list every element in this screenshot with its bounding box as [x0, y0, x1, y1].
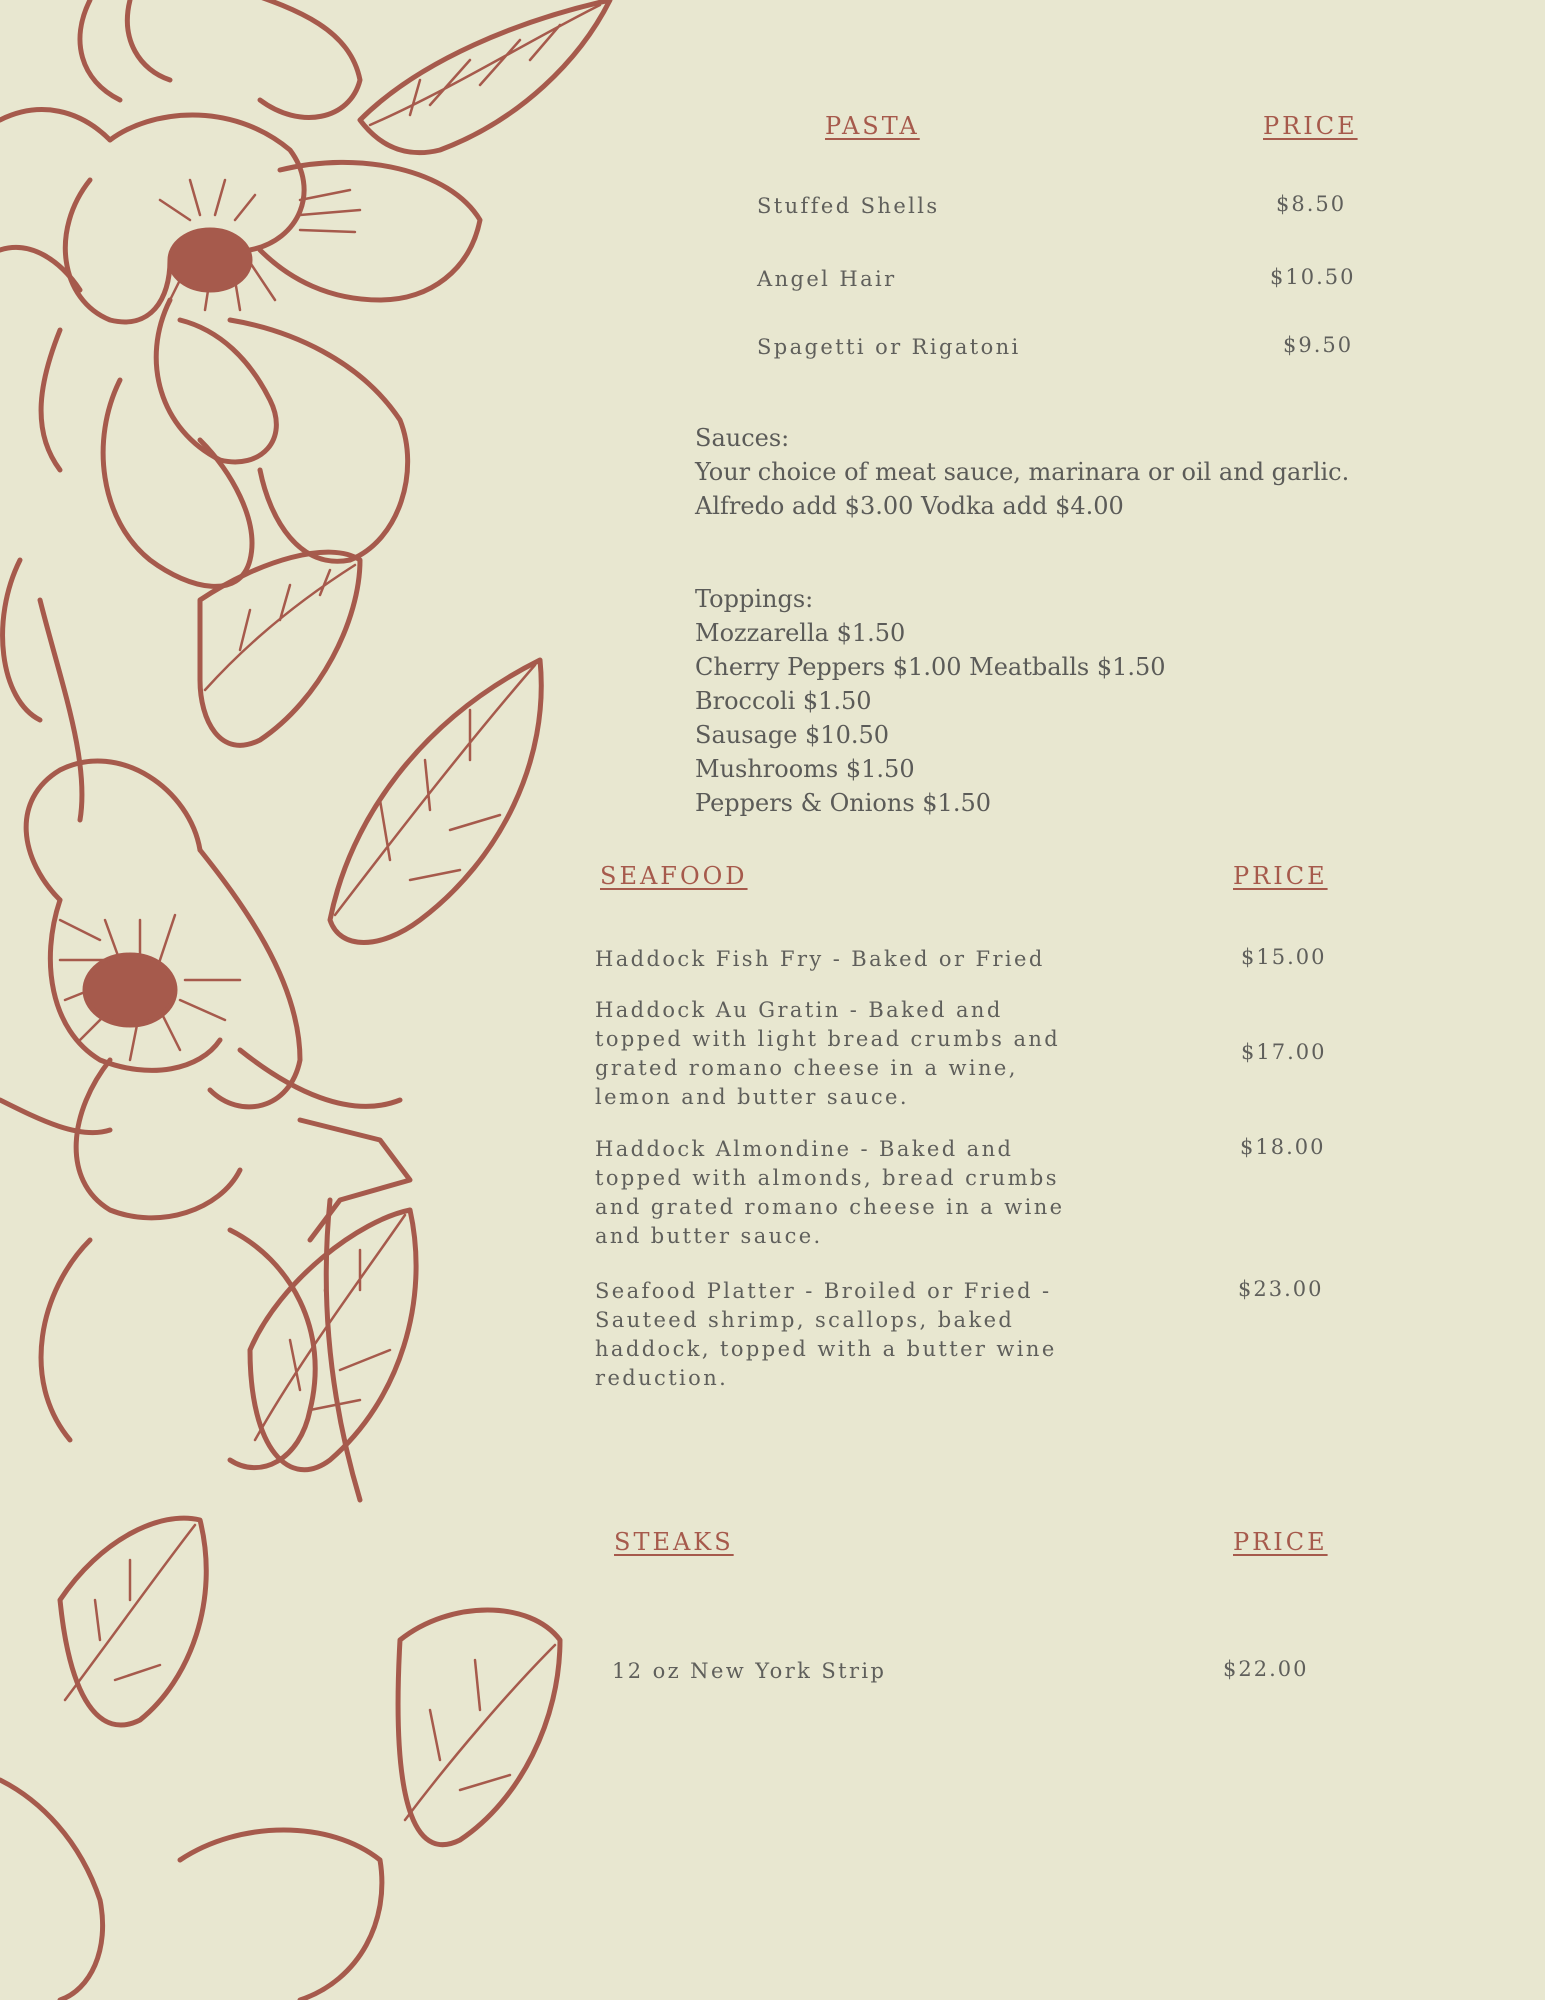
pasta-item-name: Spagetti or Rigatoni — [757, 335, 1021, 359]
pasta-item-name: Angel Hair — [757, 267, 897, 291]
topping-item: Mushrooms $1.50 — [695, 755, 915, 783]
topping-item: Cherry Peppers $1.00 Meatballs $1.50 — [695, 653, 1166, 681]
seafood-item-price: $17.00 — [1241, 1040, 1327, 1064]
seafood-item-description — [595, 996, 1060, 1112]
seafood-item-line: Haddock Almondine - Baked and — [595, 1137, 1014, 1161]
seafood-item-price: $23.00 — [1238, 1277, 1324, 1301]
seafood-item-line: lemon and butter sauce. — [595, 1085, 909, 1109]
pasta-header: PASTA — [825, 112, 920, 140]
seafood-item-line: Sauteed shrimp, scallops, baked — [595, 1308, 1015, 1332]
seafood-item-line: reduction. — [595, 1366, 729, 1390]
toppings-title: Toppings: — [695, 585, 814, 613]
steaks-price-header: PRICE — [1233, 1528, 1328, 1556]
pasta-item-price: $10.50 — [1270, 265, 1356, 289]
sauces-line: Your choice of meat sauce, marinara or oil and garlic. — [695, 458, 1350, 486]
topping-item: Broccoli $1.50 — [695, 687, 872, 715]
sauces-line: Alfredo add $3.00 Vodka add $4.00 — [695, 492, 1124, 520]
steak-item-name: 12 oz New York Strip — [612, 1659, 887, 1683]
seafood-item-line: and butter sauce. — [595, 1224, 823, 1248]
pasta-item-price: $8.50 — [1276, 192, 1347, 216]
seafood-item-description — [595, 1135, 1065, 1251]
seafood-item-line: Haddock Au Gratin - Baked and — [595, 998, 1003, 1022]
seafood-item-line: and grated romano cheese in a wine — [595, 1195, 1065, 1219]
seafood-item-line: Haddock Fish Fry - Baked or Fried — [595, 947, 1045, 971]
seafood-price-header: PRICE — [1233, 862, 1328, 890]
pasta-price-header: PRICE — [1263, 112, 1358, 140]
topping-item: Mozzarella $1.50 — [695, 619, 906, 647]
seafood-item-line: grated romano cheese in a wine, — [595, 1056, 1018, 1080]
seafood-item-line: Seafood Platter - Broiled or Fried - — [595, 1279, 1052, 1303]
toppings-block — [695, 582, 1166, 820]
seafood-header: SEAFOOD — [600, 862, 748, 890]
seafood-item-price: $15.00 — [1241, 945, 1327, 969]
steaks-header: STEAKS — [614, 1528, 734, 1556]
steak-item-price: $22.00 — [1223, 1657, 1309, 1681]
seafood-item-description — [595, 945, 1045, 974]
pasta-item-name: Stuffed Shells — [757, 194, 940, 218]
seafood-item-description — [595, 1277, 1057, 1393]
seafood-item-line: topped with light bread crumbs and — [595, 1027, 1061, 1051]
topping-item: Sausage $10.50 — [695, 721, 890, 749]
magnolia-illustration — [0, 0, 620, 2000]
sauces-title: Sauces: — [695, 424, 790, 452]
topping-item: Peppers & Onions $1.50 — [695, 789, 991, 817]
seafood-item-line: haddock, topped with a butter wine — [595, 1337, 1057, 1361]
seafood-item-price: $18.00 — [1240, 1135, 1326, 1159]
seafood-item-line: topped with almonds, bread crumbs — [595, 1166, 1059, 1190]
pasta-item-price: $9.50 — [1283, 333, 1354, 357]
sauces-block — [695, 421, 1349, 523]
